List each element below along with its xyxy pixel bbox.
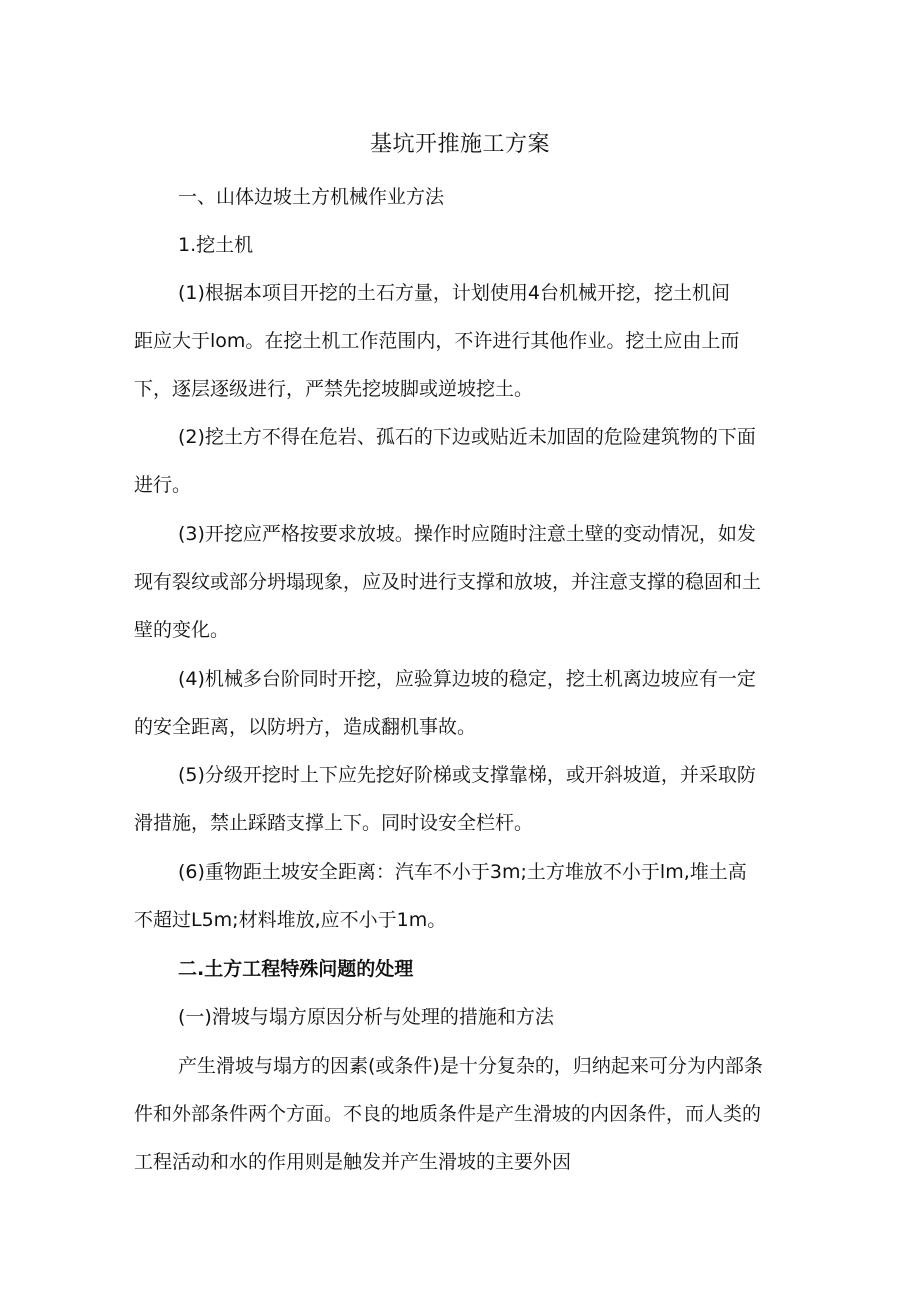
paragraph-line: 壁的变化。	[134, 619, 230, 641]
paragraph-line: (5)分级开挖时上下应先挖好阶梯或支撑靠梯，或开斜坡道，并采取防	[178, 764, 756, 786]
paragraph-line: (4)机械多台阶同时开挖，应验算边坡的稳定，挖土机离边坡应有一定	[178, 668, 756, 690]
paragraph-line: 滑措施，禁止踩踏支撑上下。同时设安全栏杆。	[134, 812, 534, 834]
paragraph-line: (6)重物距土坡安全距离：汽车不小于3m;土方堆放不小于lm,堆土高	[178, 861, 747, 883]
paragraph-line: (2)挖土方不得在危岩、孤石的下边或贴近未加固的危险建筑物的下面	[178, 426, 756, 448]
paragraph-line: 下，逐层逐级进行，严禁先挖坡脚或逆坡挖土。	[134, 378, 534, 400]
section-heading-1: 一、山体边坡土方机械作业方法	[178, 186, 445, 208]
paragraph-line: 件和外部条件两个方面。不良的地质条件是产生滑坡的内因条件，而人类的	[134, 1103, 762, 1125]
subsection-heading: 1.挖土机	[178, 234, 254, 256]
paragraph-line: (3)开挖应严格按要求放坡。操作时应随时注意土壁的变动情况，如发	[178, 523, 756, 545]
paragraph-line: 距应大于lom。在挖土机工作范围内，不许进行其他作业。挖土应由上而	[134, 330, 740, 352]
paragraph-line: 现有裂纹或部分坍塌现象，应及时进行支撑和放坡，并注意支撑的稳固和土	[134, 571, 762, 593]
subsection-heading: (一)滑坡与塌方原因分析与处理的措施和方法	[178, 1006, 554, 1028]
section-heading-2: 二.土方工程特殊问题的处理	[178, 958, 414, 980]
paragraph-line: 进行。	[134, 474, 192, 496]
paragraph-line: 产生滑坡与塌方的因素(或条件)是十分复杂的，归纳起来可分为内部条	[178, 1055, 763, 1077]
paragraph-line: 工程活动和水的作用则是触发并产生滑坡的主要外因	[134, 1151, 572, 1173]
document-title: 基坑开推施工方案	[369, 132, 550, 157]
paragraph-line: (1)根据本项目开挖的土石方量，计划使用4台机械开挖，挖土机间	[178, 282, 731, 304]
paragraph-line: 的安全距离，以防坍方，造成翻机事故。	[134, 716, 477, 738]
paragraph-line: 不超过L5m;材料堆放,应不小于1m。	[134, 909, 447, 931]
